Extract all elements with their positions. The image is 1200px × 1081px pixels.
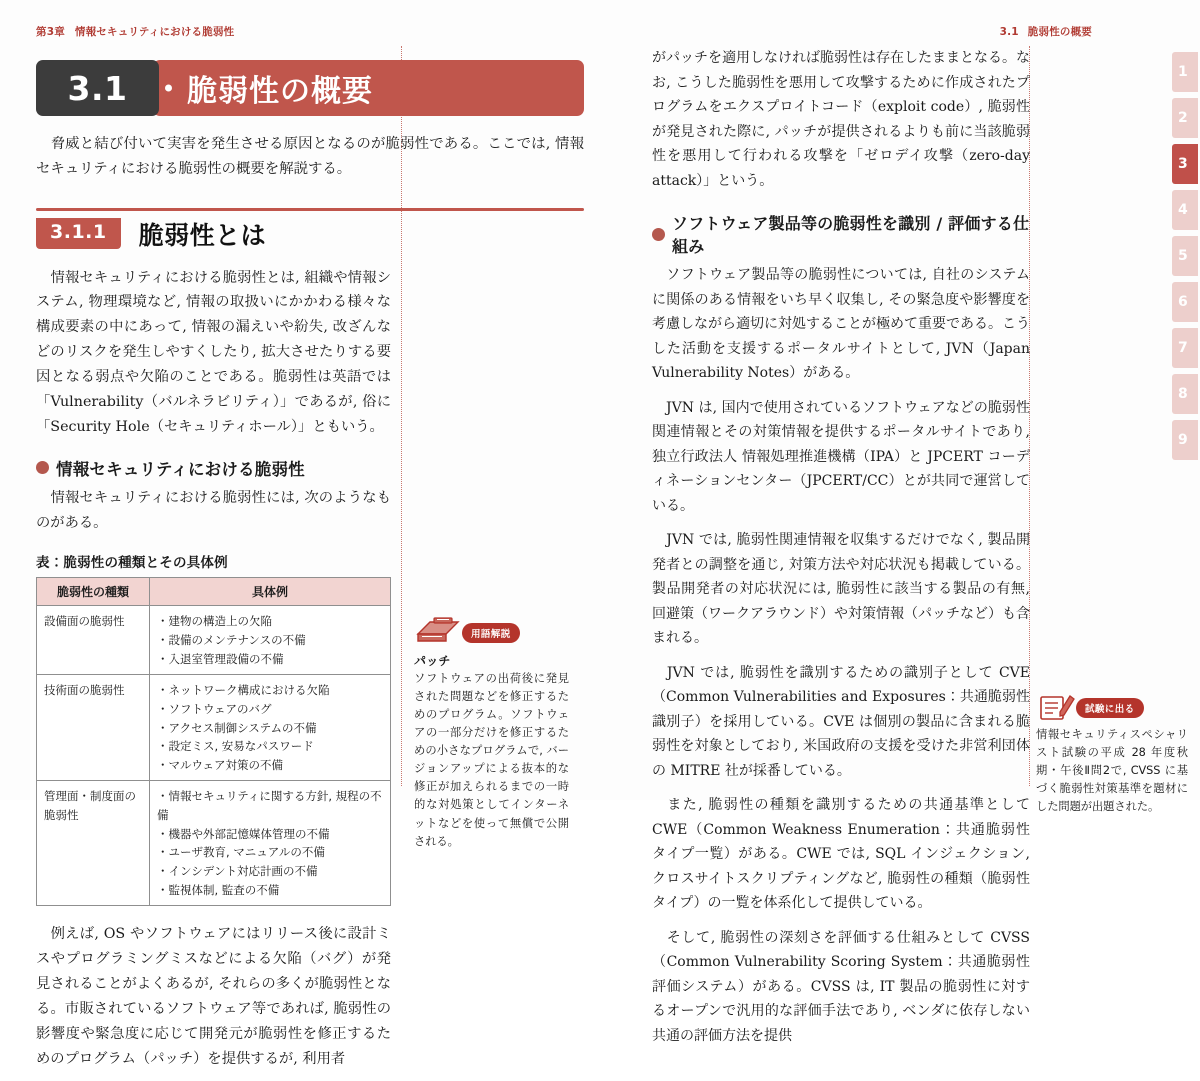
table-cell-kind: 設備面の脆弱性 — [37, 606, 150, 675]
list-item: ・ 設備のメンテナンスの不備 — [157, 631, 383, 650]
chapter-thumb-index — [1172, 52, 1200, 466]
list-item: ・ ユーザ教育, マニュアルの不備 — [157, 843, 383, 862]
subsection-paragraph: 情報セキュリティにおける脆弱性とは, 組織や情報システム, 物理環境など, 情報の取扱いにかかわる様々な構成要素の中にあって, 情報の漏えいや紛失, 改ざんなどのリスクを発生しやすくしたり, 拡大させたりする要因となる弱点や欠陥のことである。脆弱性は英語では「Vulnerability（バルネラビリティ）」であるが, 俗に「Security Hole（セキュリティホール）」ともいう。 — [36, 269, 391, 435]
example-list — [157, 681, 383, 774]
list-item: ・ 建物の構造上の欠陥 — [157, 612, 383, 631]
subsection-title: 脆弱性とは — [138, 220, 267, 250]
paragraph-cvss: そして, 脆弱性の深刻さを評価する仕組みとして CVSS（Common Vulnerability Scoring System：共通脆弱性評価システム）がある。CVSS は, IT 製品の脆弱性に対するオープンで汎用的な評価手法であり, ベンダに依存しない共通の評価方法を提供 — [652, 929, 1030, 1044]
list-item: ・ アクセス制御システムの不備 — [157, 719, 383, 738]
thumb-index-8[interactable]: 8 — [1172, 374, 1198, 414]
table-cell-kind: 管理面・制度面の脆弱性 — [37, 781, 150, 906]
thumb-index-2[interactable]: 2 — [1172, 98, 1198, 138]
table-cell-examples — [150, 606, 391, 675]
thumb-index-7[interactable]: 7 — [1172, 328, 1198, 368]
table-row — [37, 675, 391, 781]
note-badge-label: 試験に出る — [1076, 698, 1144, 718]
thumb-index-3[interactable]: 3 — [1172, 144, 1198, 184]
section-title-text: 脆弱性の概要 — [187, 74, 373, 109]
paragraph-jvn-desc: JVN は, 国内で使用されているソフトウェアなどの脆弱性関連情報とその対策情報を提供するポータルサイトであり, 独立行政法人 情報処理推進機構（IPA）と JPCERT コーディネーションセンター（JPCERT/CC）とが共同で運営している。 — [652, 399, 1030, 514]
paragraph-continued: がパッチを適用しなければ脆弱性は存在したままとなる。なお, こうした脆弱性を悪用して攻撃するために作成されたプログラムをエクスプロイトコード（exploit code）, 脆弱性が発見された際に, パッチが提供されるよりも前に当該脆弱性を悪用して行われる攻撃を「ゼロデイ攻撃（zero-day attack）」という。 — [652, 50, 1030, 189]
running-head-section-title: 脆弱性の概要 — [1027, 26, 1092, 38]
paragraph-example: 例えば, OS やソフトウェアにはリリース後に設計ミスやプログラミングミスなどによる欠陥（バグ）が発見されることがよくあるが, それらの多くが脆弱性となる。市販されているソフトウェア等であれば, 脆弱性の影響度や緊急度に応じて開発元が脆弱性を修正するためのプログラム（パッチ）を提供するが, 利用者 — [36, 926, 391, 1067]
section-title-bar — [36, 60, 584, 116]
paragraph-cwe: また, 脆弱性の種類を識別するための共通基準として CWE（Common Weakness Enumeration：共通脆弱性タイプ一覧）がある。CWE では, SQL インジェクション, クロスサイトスクリプティングなど, 脆弱性の種類（脆弱性タイプ）の一覧を体系化して提供している。 — [652, 797, 1030, 911]
bullet-circle-icon — [652, 228, 665, 241]
running-head-chapter-title: 情報セキュリティにおける脆弱性 — [74, 26, 235, 38]
list-item: ・ ネットワーク構成における欠陥 — [157, 681, 383, 700]
paragraph-vulnerability-intro: 情報セキュリティにおける脆弱性には, 次のようなものがある。 — [36, 489, 391, 531]
list-item: ・ インシデント対応計画の不備 — [157, 862, 383, 881]
section-title-dot-icon — [165, 85, 172, 92]
right-column — [652, 46, 1030, 1058]
thumb-index-6[interactable]: 6 — [1172, 282, 1198, 322]
running-head-section-number: 3.1 — [999, 26, 1019, 38]
running-head-left — [36, 24, 234, 39]
running-head-chapter: 第3章 — [36, 26, 65, 38]
thumb-index-9[interactable]: 9 — [1172, 420, 1198, 460]
table-cell-examples — [150, 675, 391, 781]
section-title — [153, 60, 584, 116]
thumb-index-4[interactable]: 4 — [1172, 190, 1198, 230]
left-column — [36, 46, 584, 1081]
list-item: ・ マルウェア対策の不備 — [157, 756, 383, 775]
heading-vulnerability-in-security — [36, 456, 391, 480]
paragraph-jvn-intro: ソフトウェア製品等の脆弱性については, 自社のシステムに関係のある情報をいち早く収集し, その緊急度や影響度を考慮しながら適切に対処することが極めて重要である。こうした活動を支援するポータルサイトとして, JVN（Japan Vulnerability Notes）がある。 — [652, 267, 1030, 381]
thumb-index-5[interactable]: 5 — [1172, 236, 1198, 276]
book-icon — [414, 614, 462, 648]
example-list — [157, 787, 383, 899]
running-head-right — [1000, 24, 1092, 39]
subsection-rule — [36, 208, 584, 211]
list-item: ・ 情報セキュリティに関する方針, 規程の不備 — [157, 787, 383, 824]
note-badge — [1036, 692, 1188, 722]
note-body: ソフトウェアの出荷後に発見された問題などを修正するためのプログラム。ソフトウェアの一部分だけを修正するための小さなプログラムで, バージョンアップによる抜本的な修正が加えられるまでの一時的な対処策としてインターネットなどを使って無償で公開される。 — [414, 672, 569, 848]
subsection-number: 3.1.1 — [36, 218, 121, 249]
bullet-circle-icon — [36, 461, 49, 474]
thumb-index-1[interactable]: 1 — [1172, 52, 1198, 92]
heading-identify-evaluate-label: ソフトウェア製品等の脆弱性を識別 / 評価する仕組み — [672, 214, 1030, 256]
table-header-row — [37, 578, 391, 606]
table-header-kind: 脆弱性の種類 — [37, 578, 150, 606]
heading-vulnerability-in-security-label: 情報セキュリティにおける脆弱性 — [56, 459, 305, 479]
note-badge — [414, 614, 569, 648]
note-body: 情報セキュリティスペシャリスト試験の平成 28 年度秋期・午後Ⅱ問2で, CVSS に基づく脆弱性対策基準を題材にした問題が出題された。 — [1036, 728, 1188, 814]
subsection-heading — [36, 208, 584, 252]
section-number: 3.1 — [36, 60, 159, 116]
list-item: ・ 入退室管理設備の不備 — [157, 650, 383, 669]
note-badge-label: 用語解説 — [462, 623, 520, 643]
list-item: ・ 機器や外部記憶媒体管理の不備 — [157, 825, 383, 844]
section-lead-paragraph: 脅威と結び付いて実害を発生させる原因となるのが脆弱性である。ここでは, 情報セキュリティにおける脆弱性の概要を解説する。 — [36, 136, 584, 177]
paragraph-jvn-detail: JVN では, 脆弱性関連情報を収集するだけでなく, 製品開発者との調整を通じ, 対策方法や対応状況も掲載している。製品開発者の対応状況には, 脆弱性に該当する製品の有無, 回避策（ワークアラウンド）や対策情報（パッチなど）も含まれる。 — [652, 532, 1030, 646]
table-cell-kind: 技術面の脆弱性 — [37, 675, 150, 781]
list-item: ・ 設定ミス, 安易なパスワード — [157, 737, 383, 756]
table-header-examples: 具体例 — [150, 578, 391, 606]
example-list — [157, 612, 383, 668]
table-caption: 表：脆弱性の種類とその具体例 — [36, 555, 228, 572]
note-exam-tip — [1036, 692, 1188, 816]
paragraph-cve: JVN では, 脆弱性を識別するための識別子として CVE（Common Vulnerabilities and Exposures：共通脆弱性識別子）を採用している。CVE は個別の製品に含まれる脆弱性を対象としており, 米国政府の支援を受けた非営利団体の MITRE 社が採番している。 — [652, 664, 1030, 779]
vulnerability-types-table — [36, 577, 391, 906]
heading-identify-evaluate — [652, 211, 1030, 257]
note-glossary-patch — [414, 614, 569, 851]
list-item: ・ 監視体制, 監査の不備 — [157, 881, 383, 900]
table-row — [37, 606, 391, 675]
list-item: ・ ソフトウェアのバグ — [157, 700, 383, 719]
note-title: パッチ — [414, 654, 451, 668]
